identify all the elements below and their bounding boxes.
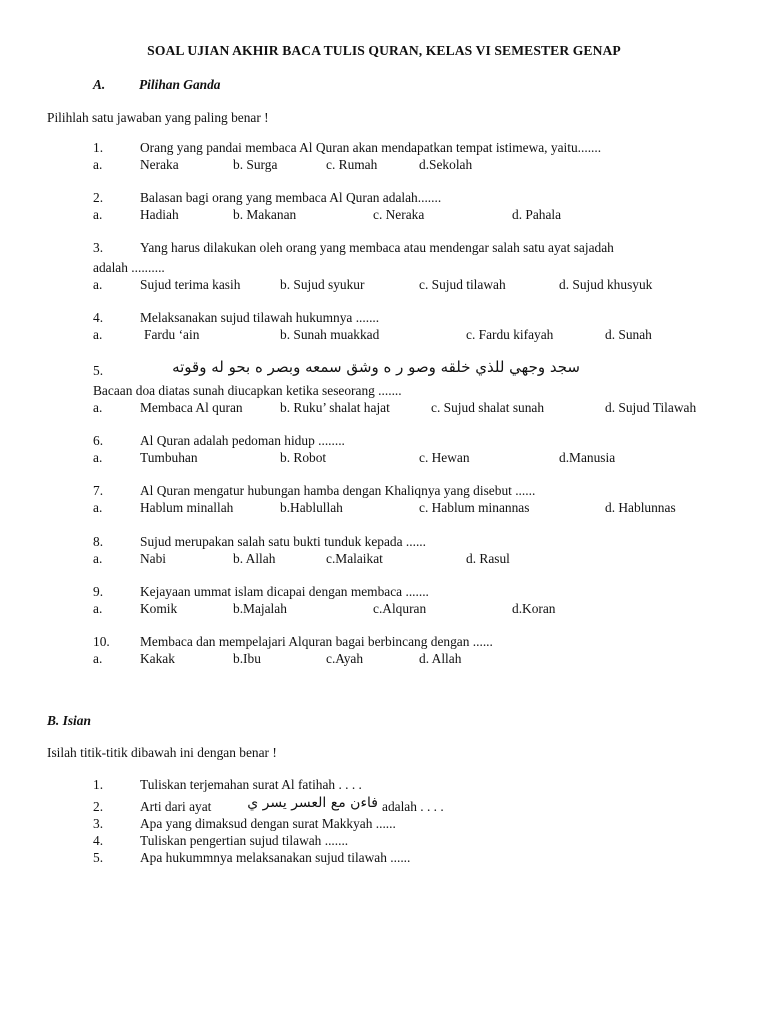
option-b: b. Robot <box>280 450 327 465</box>
option-b: b. Allah <box>233 551 276 566</box>
option-c: c. Hewan <box>419 450 470 465</box>
option-a-label: a. <box>93 551 103 566</box>
option-c: c. Sujud shalat sunah <box>431 400 545 415</box>
option-b: b.Hablullah <box>280 500 343 515</box>
question-text: Kejayaan ummat islam dicapai dengan membaca ....... <box>140 584 429 599</box>
arabic-prayer-text: سجد وجهي للذي خلقه وصو ر ه وشق سمعه وبصر ه بحو له وقوته <box>172 358 580 376</box>
section-b-title: B. Isian <box>47 713 91 728</box>
question-number: 5. <box>93 363 104 378</box>
option-d: d. Sujud khusyuk <box>559 277 653 292</box>
option-a: Komik <box>140 601 178 616</box>
question-text: Bacaan doa diatas sunah diucapkan ketika seseorang ....... <box>93 383 402 398</box>
section-b-instruction: Isilah titik-titik dibawah ini dengan benar ! <box>47 745 277 760</box>
option-c: c.Alquran <box>373 601 427 616</box>
option-c: c.Malaikat <box>326 551 383 566</box>
option-b: b.Ibu <box>233 651 261 666</box>
option-a-label: a. <box>93 500 103 515</box>
question-number: 9. <box>93 584 104 599</box>
question-text: Sujud merupakan salah satu bukti tunduk kepada ...... <box>140 534 426 549</box>
option-b: b. Sunah muakkad <box>280 327 380 342</box>
isian-arabic-verse: فاءن مع العسر يسر ي <box>247 795 378 811</box>
option-d: d. Rasul <box>466 551 510 566</box>
option-a-label: a. <box>93 327 103 342</box>
option-a-label: a. <box>93 277 103 292</box>
option-d: d. Hablunnas <box>605 500 676 515</box>
option-b: b. Ruku’ shalat hajat <box>280 400 390 415</box>
question-number: 4. <box>93 310 104 325</box>
section-a-instruction: Pilihlah satu jawaban yang paling benar ! <box>47 110 269 125</box>
option-d: d.Sekolah <box>419 157 473 172</box>
question-number: 7. <box>93 483 104 498</box>
option-c: c. Sujud tilawah <box>419 277 506 292</box>
page-title: SOAL UJIAN AKHIR BACA TULIS QURAN, KELAS VI SEMESTER GENAP <box>147 43 621 58</box>
option-a: Tumbuhan <box>140 450 198 465</box>
option-d: d. Allah <box>419 651 462 666</box>
option-d: d. Pahala <box>512 207 562 222</box>
option-a-label: a. <box>93 207 103 222</box>
option-a: Membaca Al quran <box>140 400 243 415</box>
question-text: Yang harus dilakukan oleh orang yang membaca atau mendengar salah satu ayat sajadah <box>140 240 614 255</box>
option-b: b.Majalah <box>233 601 287 616</box>
option-c: c. Rumah <box>326 157 378 172</box>
option-c: c. Fardu kifayah <box>466 327 554 342</box>
question-number: 6. <box>93 433 104 448</box>
question-text: Orang yang pandai membaca Al Quran akan mendapatkan tempat istimewa, yaitu....... <box>140 140 602 155</box>
option-a-label: a. <box>93 450 103 465</box>
option-a-label: a. <box>93 601 103 616</box>
question-number: 1. <box>93 140 104 155</box>
option-d: d. Sunah <box>605 327 652 342</box>
option-b: b. Surga <box>233 157 278 172</box>
isian-text: Tuliskan terjemahan surat Al fatihah . . . . <box>140 777 362 792</box>
option-d: d. Sujud Tilawah <box>605 400 697 415</box>
isian-text: Apa hukummnya melaksanakan sujud tilawah ...... <box>140 850 411 865</box>
question-number: 2. <box>93 190 104 205</box>
option-a: Nabi <box>140 551 167 566</box>
option-c: c. Neraka <box>373 207 425 222</box>
option-a: Neraka <box>140 157 179 172</box>
question-text: Al Quran adalah pedoman hidup ........ <box>140 433 345 448</box>
option-a-label: a. <box>93 651 103 666</box>
isian-number: 1. <box>93 777 104 792</box>
option-b: b. Sujud syukur <box>280 277 365 292</box>
question-number: 3. <box>93 240 104 255</box>
question-number: 10. <box>93 634 110 649</box>
option-a: Sujud terima kasih <box>140 277 241 292</box>
isian-number: 2. <box>93 799 104 814</box>
question-text: Melaksanakan sujud tilawah hukumnya ....... <box>140 310 380 325</box>
isian-text: Tuliskan pengertian sujud tilawah ....... <box>140 833 349 848</box>
isian-text-post: adalah . . . . <box>382 799 444 814</box>
option-c: c.Ayah <box>326 651 364 666</box>
question-text: Al Quran mengatur hubungan hamba dengan Khaliqnya yang disebut ...... <box>140 483 536 498</box>
option-a: Kakak <box>140 651 175 666</box>
option-c: c. Hablum minannas <box>419 500 530 515</box>
isian-text: Apa yang dimaksud dengan surat Makkyah ...... <box>140 816 396 831</box>
option-b: b. Makanan <box>233 207 297 222</box>
option-a-label: a. <box>93 400 103 415</box>
option-a: Hablum minallah <box>140 500 234 515</box>
isian-number: 4. <box>93 833 104 848</box>
option-a-label: a. <box>93 157 103 172</box>
question-text: Membaca dan mempelajari Alquran bagai berbincang dengan ...... <box>140 634 493 649</box>
section-a-title: Pilihan Ganda <box>139 77 221 92</box>
question-number: 8. <box>93 534 104 549</box>
section-a-letter: A. <box>93 77 106 92</box>
option-a: Fardu ‘ain <box>144 327 200 342</box>
option-a: Hadiah <box>140 207 179 222</box>
question-text: Balasan bagi orang yang membaca Al Quran adalah....... <box>140 190 442 205</box>
option-d: d.Manusia <box>559 450 616 465</box>
option-d: d.Koran <box>512 601 556 616</box>
isian-number: 3. <box>93 816 104 831</box>
isian-number: 5. <box>93 850 104 865</box>
isian-text-pre: Arti dari ayat <box>140 799 212 814</box>
question-text-continued: adalah .......... <box>93 260 165 275</box>
